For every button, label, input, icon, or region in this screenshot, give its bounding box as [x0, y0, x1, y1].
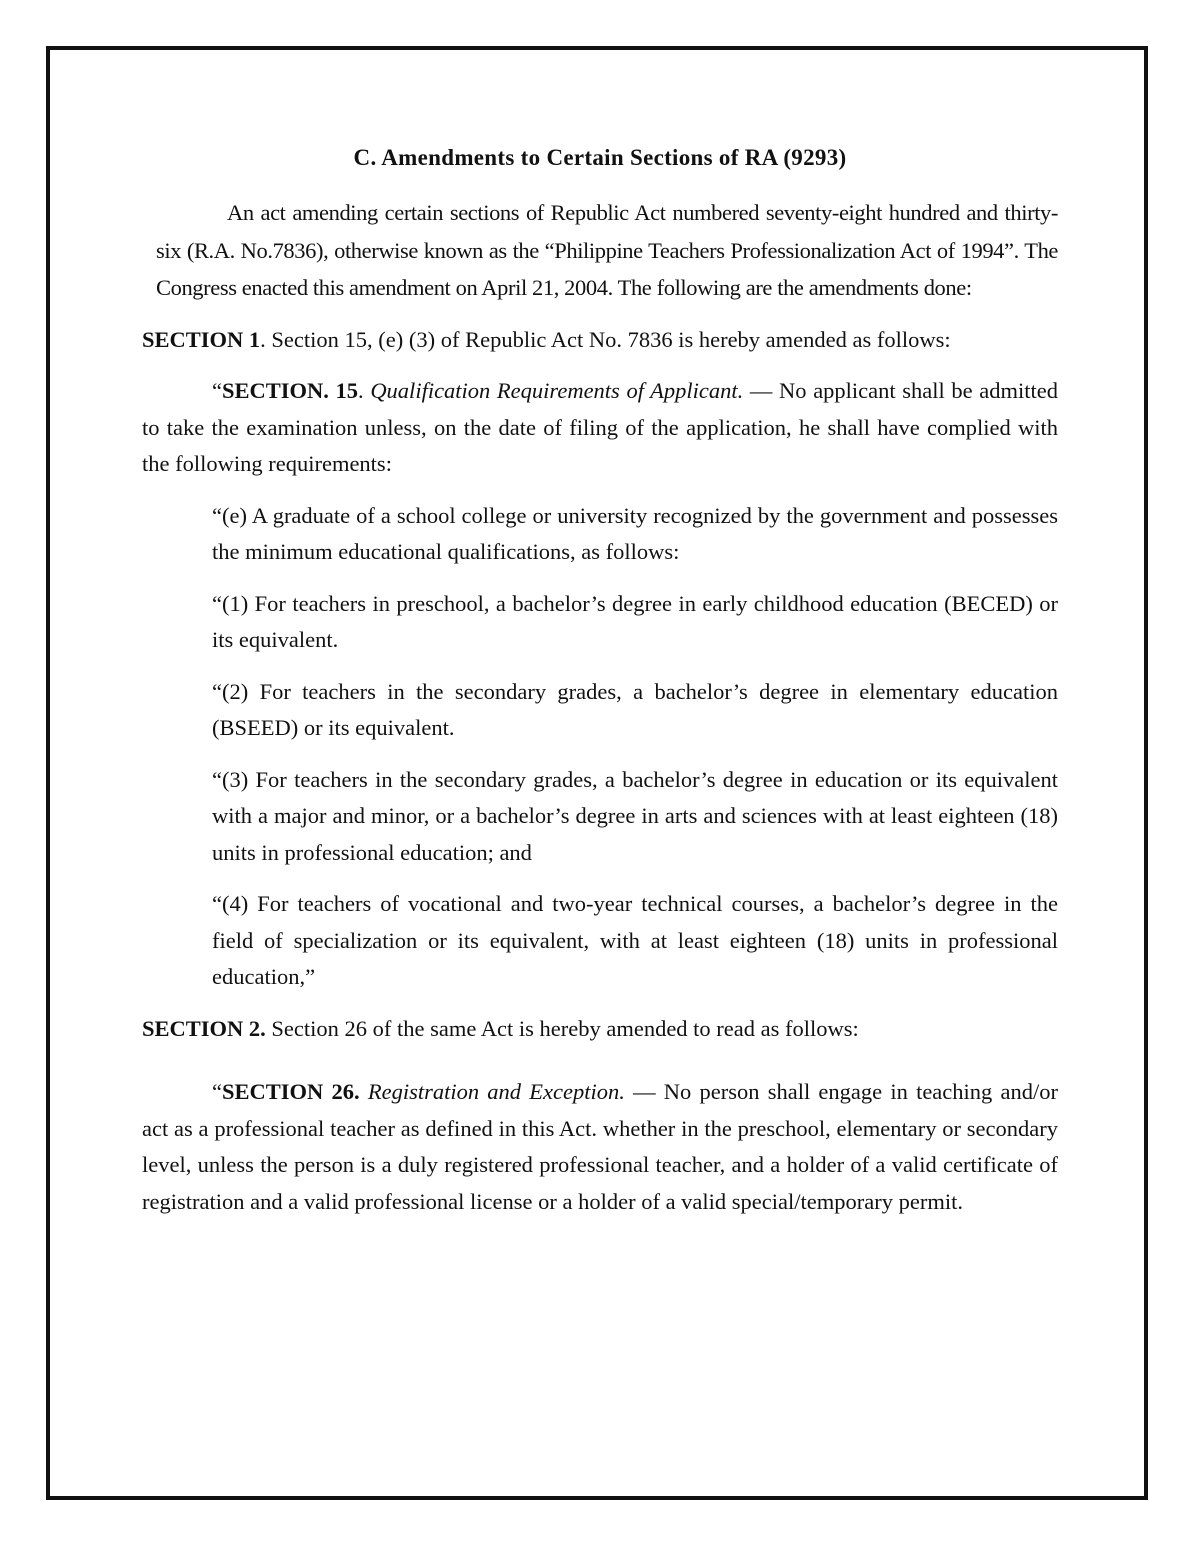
section-15-paragraph: [142, 373, 1058, 483]
section-15-separator: .: [358, 378, 371, 403]
intro-paragraph: An act amending certain sections of Republic Act numbered seventy-eight hundred and thirty-six (R.A. No.7836), otherwise known as the “Philippine Teachers Professionalization Act of 1994”. The Congress enacted this amendment on April 21, 2004. The following are the amendments done:: [156, 200, 1058, 300]
section-1-text: . Section 15, (e) (3) of Republic Act No. 7836 is hereby amended as follows:: [260, 326, 951, 352]
section-2-paragraph: [142, 1011, 1058, 1048]
item-2-paragraph: “(2) For teachers in the secondary grades, a bachelor’s degree in elementary education (BSEED) or its equivalent.: [212, 678, 1058, 740]
section-26-separator: [360, 1079, 368, 1104]
section-1-label: SECTION 1: [142, 326, 261, 352]
section-26-paragraph: [142, 1074, 1058, 1220]
section-2-label: SECTION 2.: [142, 1015, 266, 1041]
section-15-open-quote: “: [212, 378, 222, 403]
section-15-text: — No applicant shall be admitted to take the examination unless, on the date of filing of the application, he shall have complied with the following requirements:: [142, 378, 1059, 476]
section-26-open-quote: “: [212, 1079, 222, 1104]
item-1-paragraph: “(1) For teachers in preschool, a bachelor’s degree in early childhood education (BECED) or its equivalent.: [212, 590, 1058, 652]
section-2-text: Section 26 of the same Act is hereby amended to read as follows:: [265, 1015, 859, 1041]
item-3-paragraph: “(3) For teachers in the secondary grades, a bachelor’s degree in education or its equivalent with a major and minor, or a bachelor’s degree in arts and sciences with at least eighteen (18) units in professional education; and: [212, 766, 1058, 865]
section-15-label: SECTION. 15: [222, 378, 359, 403]
item-4-paragraph: “(4) For teachers of vocational and two-year technical courses, a bachelor’s degree in the field of specialization or its equivalent, with at least eighteen (18) units in professional education,”: [212, 891, 1058, 989]
document-body: [142, 140, 1058, 1220]
document-title: C. Amendments to Certain Sections of RA (9293): [353, 145, 847, 170]
section-26-label: SECTION 26.: [222, 1079, 360, 1104]
section-26-text: — No person shall engage in teaching and/or act as a professional teacher as defined in this Act. whether in the preschool, elementary or secondary level, unless the person is a duly registered professional teacher, and a holder of a valid certificate of registration and a valid professional license or a holder of a valid special/temporary permit.: [142, 1079, 1058, 1214]
section-15-heading: Qualification Requirements of Applicant.: [370, 378, 744, 403]
section-1-paragraph: [142, 322, 1058, 359]
section-26-heading: Registration and Exception.: [367, 1079, 625, 1104]
item-e-paragraph: “(e) A graduate of a school college or university recognized by the government and possesses the minimum educational qualifications, as follows:: [212, 502, 1058, 564]
